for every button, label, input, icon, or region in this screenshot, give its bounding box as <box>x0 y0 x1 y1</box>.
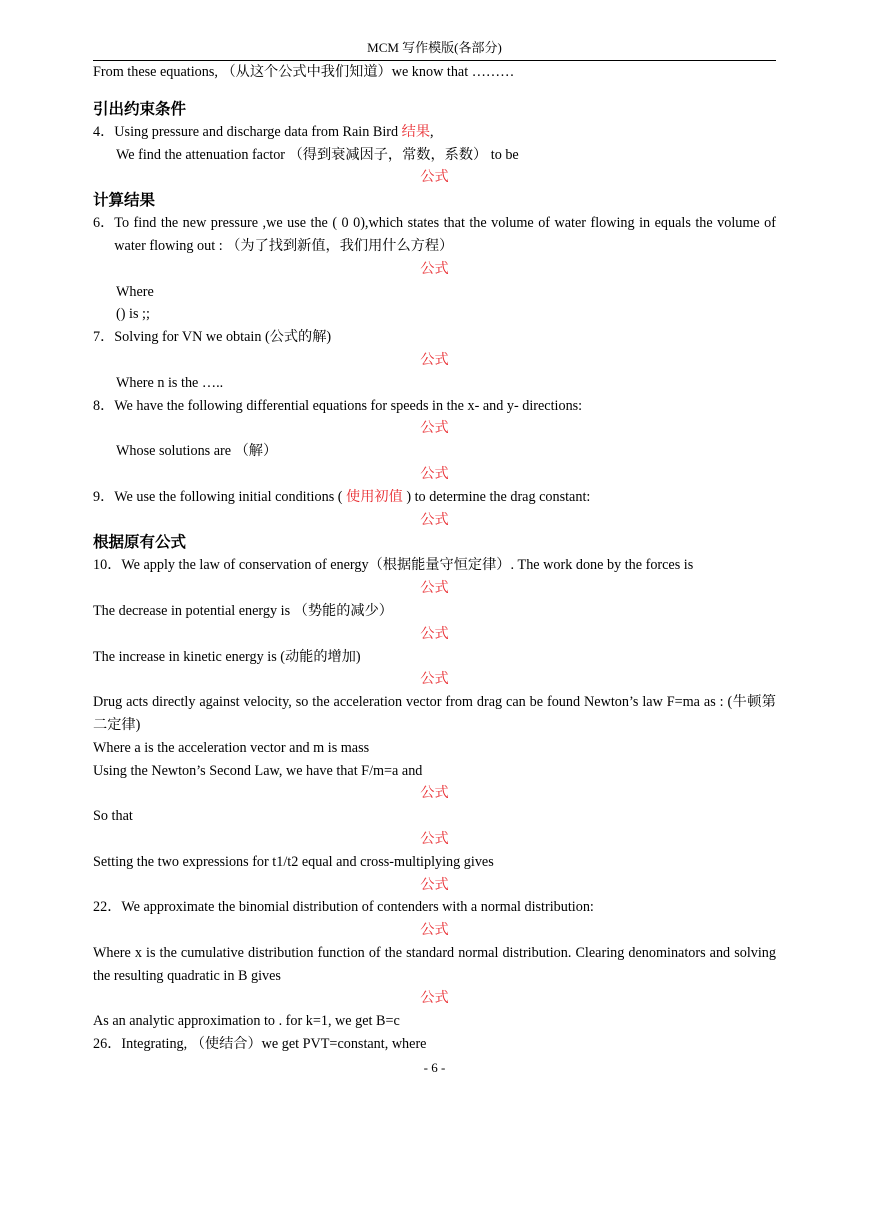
formula-placeholder: 公式 <box>420 169 449 186</box>
where-line: Where <box>116 283 154 300</box>
formula-placeholder: 公式 <box>420 465 449 482</box>
text-line: Where a is the acceleration vector and m is mass <box>93 739 370 756</box>
item-text: Solving for VN we obtain (公式的解) <box>114 329 332 346</box>
formula-placeholder: 公式 <box>420 830 449 847</box>
item-number: 26． <box>93 1036 122 1053</box>
item-number: 4． <box>93 123 115 140</box>
item-7 <box>93 326 776 349</box>
item-text-part: ) to determine the drag constant: <box>402 488 591 505</box>
page-number: - 6 - <box>423 1059 446 1075</box>
item-6 <box>93 212 776 258</box>
section-heading-existing-formulas: 根据原有公式 <box>93 533 187 552</box>
item-text: We have the following differential equations for speeds in the x- and y- directions: <box>114 397 583 414</box>
formula-placeholder: 公式 <box>420 876 449 893</box>
item-8 <box>93 395 776 418</box>
item-26 <box>93 1033 776 1056</box>
item-number: 6． <box>93 215 115 232</box>
text-line: Setting the two expressions for t1/t2 equal and cross-multiplying gives <box>93 853 494 870</box>
item-9 <box>93 486 776 509</box>
definition-line: () is ;; <box>116 306 150 323</box>
section-heading-results: 计算结果 <box>93 191 156 210</box>
formula-placeholder: 公式 <box>420 420 449 437</box>
item-text: To find the new pressure ,we use the ( 0 0),which states that the volume of water flowing in equals the volume of water flowing out : （为了找到新值，我们用什么方程） <box>114 215 776 254</box>
text-line: So that <box>93 808 133 825</box>
intro-line: From these equations, （从这个公式中我们知道）we know that ……… <box>93 64 515 80</box>
item-4 <box>93 121 776 144</box>
item-text-part: Using pressure and discharge data from Rain Bird <box>114 123 402 140</box>
page-header: MCM 写作模版(各部分) <box>93 38 776 61</box>
where-line: Where n is the ….. <box>116 374 224 391</box>
item-number: 10． <box>93 557 122 574</box>
item-number: 8． <box>93 397 115 414</box>
item-text: We approximate the binomial distribution of contenders with a normal distribution: <box>121 899 594 916</box>
document-body <box>93 61 776 1056</box>
formula-placeholder: 公式 <box>420 671 449 688</box>
item-4-line2: We find the attenuation factor （得到衰减因子，常数，系数） to be <box>116 146 519 163</box>
item-22 <box>93 896 776 919</box>
spacer <box>93 84 776 98</box>
red-note: 结果 <box>401 123 431 140</box>
item-text: We apply the law of conservation of energy（根据能量守恒定律）. The work done by the forces is <box>121 557 694 574</box>
text-line: Where x is the cumulative distribution function of the standard normal distribution. Clearing denominators and solving the resulting quadratic in B gives <box>93 944 776 984</box>
formula-placeholder: 公式 <box>420 922 449 939</box>
formula-placeholder: 公式 <box>420 580 449 597</box>
item-text <box>114 486 776 509</box>
item-text: Integrating, （使结合）we get PVT=constant, where <box>121 1036 427 1053</box>
item-text-part: We use the following initial conditions ( <box>114 488 347 505</box>
formula-placeholder: 公式 <box>420 625 449 642</box>
text-line: As an analytic approximation to . for k=1, we get B=c <box>93 1013 400 1030</box>
text-line: The increase in kinetic energy is (动能的增加) <box>93 648 361 665</box>
item-text-part: , <box>430 123 434 140</box>
item-number: 22． <box>93 899 122 916</box>
item-text <box>114 121 776 144</box>
item-number: 9． <box>93 488 115 505</box>
formula-placeholder: 公式 <box>420 260 449 277</box>
formula-placeholder: 公式 <box>420 785 449 802</box>
formula-placeholder: 公式 <box>420 511 449 528</box>
text-line: The decrease in potential energy is （势能的减少） <box>93 602 393 619</box>
document-page <box>93 38 776 1078</box>
formula-placeholder: 公式 <box>420 990 449 1007</box>
solutions-line: Whose solutions are （解） <box>116 443 278 460</box>
section-heading-constraints: 引出约束条件 <box>93 99 187 118</box>
text-line: Using the Newton’s Second Law, we have that F/m=a and <box>93 762 423 779</box>
formula-placeholder: 公式 <box>420 351 449 368</box>
red-note: 使用初值 <box>346 488 403 505</box>
text-line: Drug acts directly against velocity, so the acceleration vector from drag can be found Newton’s law F=ma as : (牛顿第二定律) <box>93 694 776 733</box>
item-10 <box>93 554 776 577</box>
item-number: 7． <box>93 329 115 346</box>
